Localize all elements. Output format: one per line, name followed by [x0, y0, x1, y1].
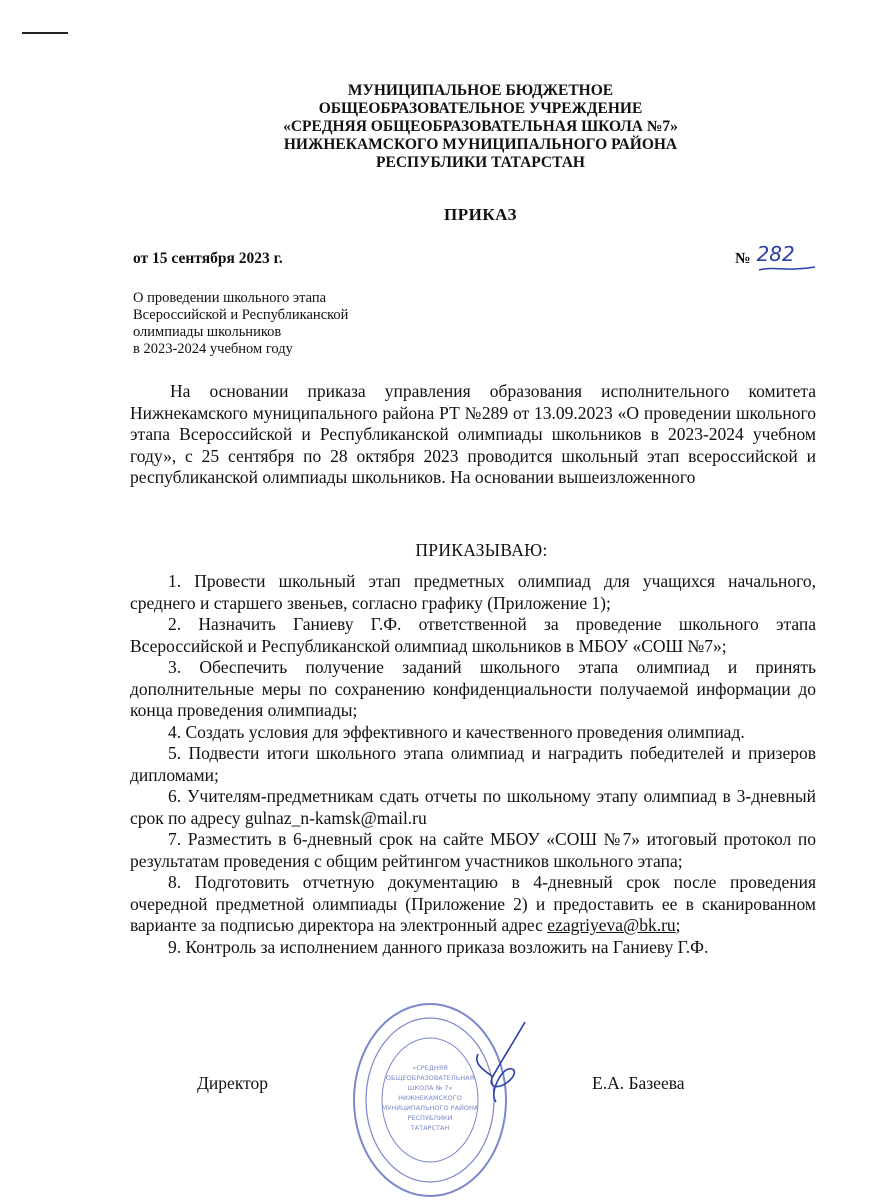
document-number [735, 244, 795, 268]
seal-text: НИЖНЕКАМСКОГО [398, 1094, 462, 1102]
header-line: ОБЩЕОБРАЗОВАТЕЛЬНОЕ УЧРЕЖДЕНИЕ [318, 100, 643, 117]
order-item [130, 872, 816, 937]
order-item [130, 571, 816, 614]
underline-stroke [757, 264, 817, 274]
item-text: Создать условия для эффективного и качественного проведения олимпиад. [185, 721, 745, 742]
item-text: Провести школьный этап предметных олимпиад для учащихся начального, среднего и старшего звеньев, согласно графику (Приложение 1); [130, 571, 816, 613]
handwritten-number: 282 [756, 242, 795, 266]
item-number: 9. [168, 936, 182, 957]
intro-paragraph: На основании приказа управления образования исполнительного комитета Нижнекамского муниципального района РТ №289 от 13.09.2023 «О проведении школьного этапа Всероссийской и Республиканской олимпиады школьников в 2023-2024 учебном году», с 25 сентября по 28 октября 2023 проводится школьный этап всероссийской и республиканской олимпиады школьников. На основании вышеизложенного [130, 381, 816, 487]
order-item [130, 743, 816, 786]
item-number: 7. [168, 829, 182, 849]
document-title: ПРИКАЗ [444, 205, 517, 224]
order-item [130, 937, 816, 959]
document-date: от 15 сентября 2023 г. [133, 250, 283, 267]
item-number: 1. [168, 571, 182, 591]
item-number: 8. [168, 872, 182, 892]
order-items [130, 571, 816, 958]
number-label: № [735, 250, 751, 267]
item-number: 6. [168, 786, 182, 806]
item-text: Подготовить отчетную документацию в 4-дневный срок после проведения очередной предметной олимпиады (Приложение 2) и предоставить ее в сканированном варианте за подписью директора на электронный адрес [130, 872, 817, 935]
order-item [130, 657, 816, 722]
seal-text: «СРЕДНЯЯ [412, 1064, 448, 1072]
seal-text: МУНИЦИПАЛЬНОГО РАЙОНА [381, 1104, 479, 1112]
item-text: Контроль за исполнением данного приказа возложить на Ганиеву Г.Ф. [185, 936, 709, 957]
signer-name: Е.А. Базеева [592, 1073, 685, 1093]
signer-role: Директор [197, 1073, 269, 1093]
item-text: Разместить в 6-дневный срок на сайте МБОУ «СОШ №7» итоговый протокол по результатам проведения с общим рейтингом участников школьного этапа; [130, 829, 816, 871]
item-number: 4. [168, 721, 182, 742]
order-item [130, 722, 816, 744]
subject-line: в 2023-2024 учебном году [133, 341, 293, 357]
order-item [130, 614, 816, 657]
subject-line: О проведении школьного этапа [133, 290, 327, 306]
scan-edge-mark [22, 32, 68, 34]
orders-heading: ПРИКАЗЫВАЮ: [415, 540, 548, 560]
seal-text: РЕСПУБЛИКИ [407, 1114, 453, 1122]
order-item [130, 829, 816, 872]
item-text: Подвести итоги школьного этапа олимпиад и наградить победителей и призеров дипломами; [130, 743, 817, 785]
item-number: 3. [168, 657, 182, 677]
seal-text: ШКОЛА № 7» [407, 1084, 453, 1092]
signature-scribble [470, 1018, 540, 1108]
subject-line: Всероссийской и Республиканской [133, 307, 349, 323]
item-tail: ; [675, 915, 681, 935]
item-number: 5. [168, 743, 182, 763]
item-number: 2. [168, 614, 182, 634]
item-text: Учителям-предметникам сдать отчеты по школьному этапу олимпиад в 3-дневный срок по адресу gulnaz_n-kamsk@mail.ru [130, 786, 816, 828]
header-line: НИЖНЕКАМСКОГО МУНИЦИПАЛЬНОГО РАЙОНА [283, 136, 678, 153]
subject-line: олимпиады школьников [133, 324, 282, 340]
order-item [130, 786, 816, 829]
seal-text: ТАТАРСТАН [410, 1124, 450, 1132]
email-link[interactable]: ezagriyeva@bk.ru [547, 915, 676, 935]
seal-text: ОБЩЕОБРАЗОВАТЕЛЬНАЯ [385, 1074, 475, 1082]
document-subject [133, 290, 348, 358]
item-text: Назначить Ганиеву Г.Ф. ответственной за проведение школьного этапа Всероссийской и Республиканской олимпиад школьников в МБОУ «СОШ №7»; [130, 614, 816, 656]
item-text: Обеспечить получение заданий школьного этапа олимпиад и принять дополнительные меры по сохранению конфиденциальности получаемой информации до конца проведения олимпиады; [130, 657, 817, 720]
organization-header [0, 82, 873, 172]
header-line: МУНИЦИПАЛЬНОЕ БЮДЖЕТНОЕ [347, 82, 614, 99]
header-line: «СРЕДНЯЯ ОБЩЕОБРАЗОВАТЕЛЬНАЯ ШКОЛА №7» [283, 118, 678, 135]
header-line: РЕСПУБЛИКИ ТАТАРСТАН [376, 154, 585, 171]
